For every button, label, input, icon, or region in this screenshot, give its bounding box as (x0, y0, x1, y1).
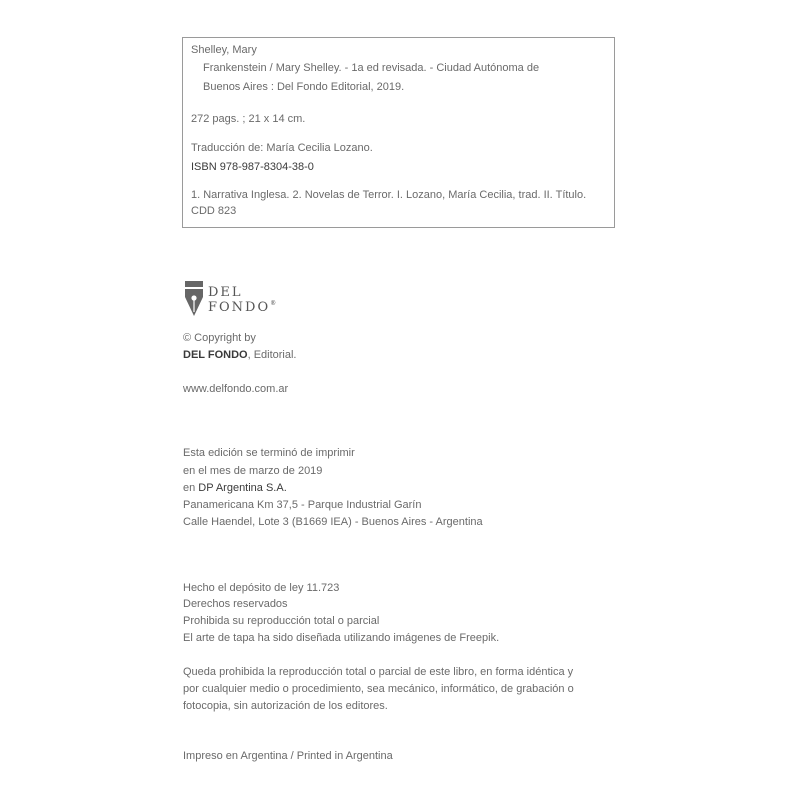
printing-line-2: en el mes de marzo de 2019 (183, 465, 323, 477)
publisher-website: www.delfondo.com.ar (183, 383, 289, 395)
notice-line-2: por cualquier medio o procedimiento, sea mecánico, informático, de grabación o (183, 683, 574, 695)
printer-name: DP Argentina S.A. (198, 482, 287, 494)
legal-line-3: Prohibida su reproducción total o parcial (183, 615, 380, 627)
cip-cdd: CDD 823 (191, 205, 237, 217)
copyright-line: © Copyright by (183, 332, 256, 344)
printing-line-5: Calle Haendel, Lote 3 (B1669 IEA) - Buenos Aires - Argentina (183, 516, 483, 528)
notice-line-3: fotocopia, sin autorización de los editores. (183, 700, 388, 712)
cip-translation: Traducción de: María Cecilia Lozano. (191, 142, 373, 154)
legal-line-2: Derechos reservados (183, 598, 288, 610)
printing-line-3: en DP Argentina S.A. (183, 482, 287, 494)
publisher-name-bold: DEL FONDO (183, 349, 248, 361)
printing-line-1: Esta edición se terminó de imprimir (183, 447, 355, 459)
legal-line-1: Hecho el depósito de ley 11.723 (183, 582, 340, 594)
registered-mark: ® (270, 300, 277, 307)
printing-line-4: Panamericana Km 37,5 - Parque Industrial Garín (183, 499, 422, 511)
publisher-name: DEL FONDO, Editorial. (183, 349, 297, 361)
cip-physical-description: 272 pags. ; 21 x 14 cm. (191, 113, 306, 125)
logo-word-del: DEL (208, 285, 243, 300)
cip-isbn: ISBN 978-987-8304-38-0 (191, 161, 314, 173)
notice-line-1: Queda prohibida la reproducción total o parcial de este libro, en forma idéntica y (183, 666, 574, 678)
cip-author: Shelley, Mary (191, 44, 257, 56)
cip-subjects: 1. Narrativa Inglesa. 2. Novelas de Terror. I. Lozano, María Cecilia, trad. II. Título. (191, 189, 587, 201)
legal-line-4: El arte de tapa ha sido diseñada utilizando imágenes de Freepik. (183, 632, 500, 644)
logo-word-fondo: FONDO® (208, 300, 277, 315)
printed-in-line: Impreso en Argentina / Printed in Argentina (183, 750, 393, 762)
publisher-logo (184, 281, 299, 319)
cip-title-line-2: Buenos Aires : Del Fondo Editorial, 2019. (203, 81, 405, 93)
cip-title-line-1: Frankenstein / Mary Shelley. - 1a ed revisada. - Ciudad Autónoma de (203, 62, 540, 74)
fountain-pen-nib-icon (184, 281, 204, 317)
cip-record-box (182, 37, 615, 228)
